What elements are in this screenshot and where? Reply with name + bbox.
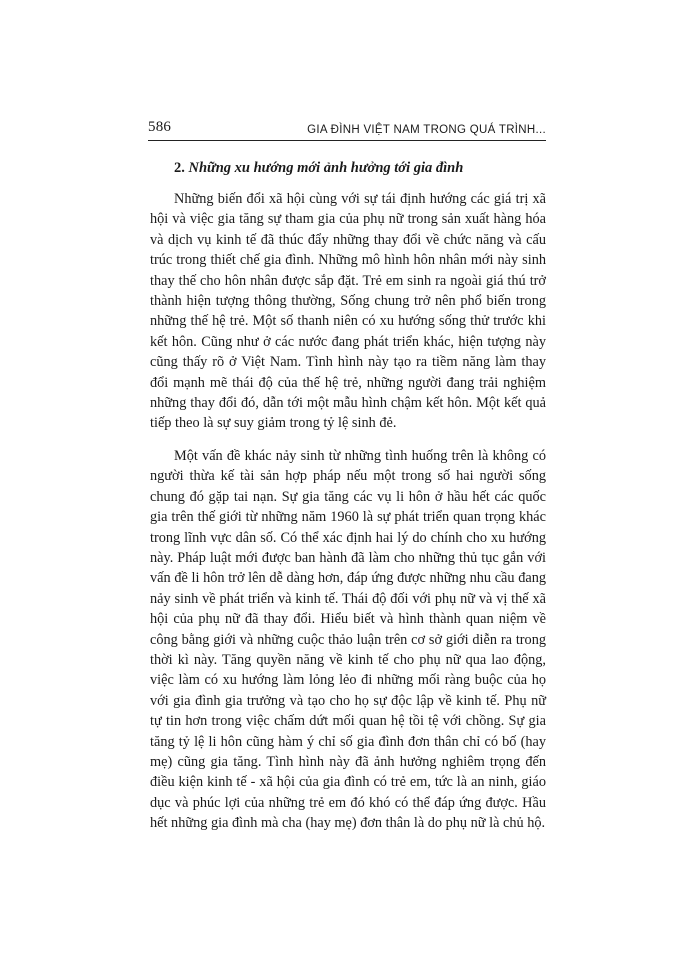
section-title: Những xu hướng mới ảnh hưởng tới gia đình: [188, 160, 464, 176]
paragraph-2: Một vấn đề khác nảy sinh từ những tình huống trên là không có người thừa kế tài sản hợp pháp nếu một trong số hai người sống chung đó gặp tai nạn. Sự gia tăng các vụ li hôn ở hầu hết các quốc gia trên thế giới từ những năm 1960 là sự phát triển quan trọng khác trong lĩnh vực dân số. Có thể xác định hai lý do chính cho xu hướng này. Pháp luật mới được ban hành đã làm cho những thủ tục gắn với vấn đề li hôn trở lên dễ dàng hơn, đáp ứng được những nhu cầu đang nảy sinh về phát triển và kinh tế. Thái độ đối với phụ nữ và vị thế xã hội của phụ nữ đã thay đổi. Hiểu biết và hình thành quan niệm về công bằng giới và những cuộc thảo luận trên cơ sở giới diễn ra trong thời kì này. Tăng quyền năng về kinh tế cho phụ nữ qua lao động, việc làm có xu hướng làm lỏng lẻo đi những mối ràng buộc của họ với gia đình gia trưởng và tạo cho họ sự độc lập về kinh tế. Phụ nữ tự tin hơn trong việc chấm dứt mối quan hệ tồi tệ với chồng. Sự gia tăng tỷ lệ li hôn cũng hàm ý chỉ số gia đình đơn thân chỉ có bố (hay mẹ) cũng gia tăng. Tình hình này đã ảnh hưởng nghiêm trọng đến điều kiện kinh tế - xã hội của gia đình có trẻ em, tức là an ninh, giáo dục và phúc lợi của những trẻ em đó khó có thể đáp ứng được. Hầu hết những gia đình mà cha (hay mẹ) đơn thân là do phụ nữ là chủ hộ.: [150, 447, 546, 832]
paragraph-1: Những biến đổi xã hội cùng với sự tái định hướng các giá trị xã hội và việc gia tăng sự tham gia của phụ nữ trong sản xuất hàng hóa và dịch vụ kinh tế đã thúc đẩy những thay đổi về chức năng và cấu trúc trong thiết chế gia đình. Những mô hình hôn nhân mới này sinh thay thế cho hôn nhân được sắp đặt. Trẻ em sinh ra ngoài giá thú trở thành hiện tượng thông thường, Sống chung trở nên phổ biến trong những thế hệ trẻ. Một số thanh niên có xu hướng sống thử trước khi kết hôn. Cũng như ở các nước đang phát triển khác, hiện tượng này cũng thấy rõ ở Việt Nam. Tình hình này tạo ra tiềm năng làm thay đổi mạnh mẽ thái độ của thế hệ trẻ, những người đang trải nghiệm những thay đổi đó, dẫn tới một mẫu hình chậm kết hôn. Một kết quả tiếp theo là sự suy giảm trong tỷ lệ sinh đẻ.: [150, 191, 546, 432]
page-number: 586: [148, 119, 172, 135]
running-header: [148, 118, 546, 141]
section-number: 2.: [174, 160, 185, 176]
section-heading: [174, 158, 546, 178]
page-body: [150, 158, 546, 834]
running-title: GIA ĐÌNH VIỆT NAM TRONG QUÁ TRÌNH...: [307, 124, 546, 136]
